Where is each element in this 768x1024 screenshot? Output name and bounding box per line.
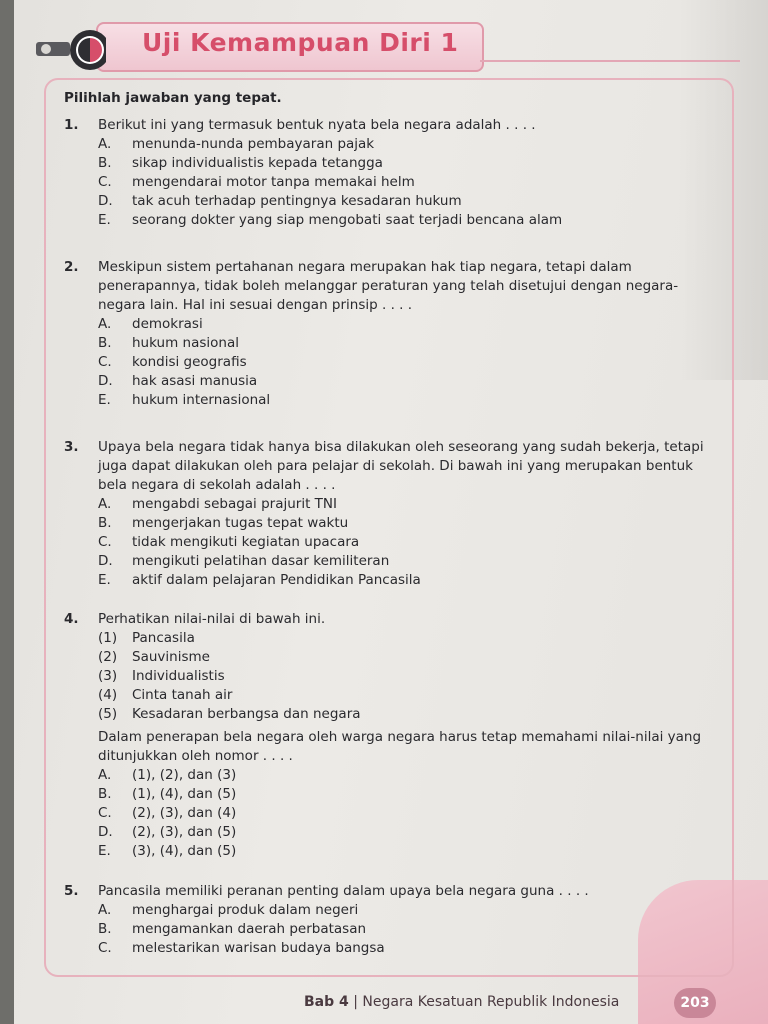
option-a[interactable]: A. menunda-nunda pembayaran pajak xyxy=(98,136,375,152)
gear-key-icon xyxy=(36,26,106,76)
option-a[interactable]: A. mengabdi sebagai prajurit TNI xyxy=(98,496,338,512)
section-header xyxy=(36,14,756,84)
footer-title: Negara Kesatuan Republik Indonesia xyxy=(362,994,620,1010)
footer-separator: | xyxy=(353,994,358,1010)
question-number: 3. xyxy=(64,439,79,455)
option-e[interactable]: E. (3), (4), dan (5) xyxy=(98,843,237,859)
value-item-2: (2) Sauvinisme xyxy=(98,649,210,665)
option-e[interactable]: E. seorang dokter yang siap mengobati saat terjadi bencana alam xyxy=(98,212,563,228)
option-b[interactable]: B. mengamankan daerah perbatasan xyxy=(98,921,367,937)
question-text: Upaya bela negara tidak hanya bisa dilakukan oleh seseorang yang sudah bekerja, tetapi juga dapat dilakukan oleh para pelajar di sekolah. Di bawah ini yang merupakan bentuk bela negara di sekolah adalah . . . . xyxy=(98,439,704,493)
option-c[interactable]: C. mengendarai motor tanpa memakai helm xyxy=(98,174,415,190)
question-prompt: Dalam penerapan bela negara oleh warga negara harus tetap memahami nilai-nilai yang ditunjukkan oleh nomor . . . . xyxy=(98,729,702,764)
option-a[interactable]: A. menghargai produk dalam negeri xyxy=(98,902,359,918)
header-divider xyxy=(480,60,740,62)
value-item-1: (1) Pancasila xyxy=(98,630,195,646)
value-item-5: (5) Kesadaran berbangsa dan negara xyxy=(98,706,361,722)
option-d[interactable]: D. hak asasi manusia xyxy=(98,373,258,389)
option-b[interactable]: B. (1), (4), dan (5) xyxy=(98,786,237,802)
book-page xyxy=(14,0,768,1024)
option-b[interactable]: B. hukum nasional xyxy=(98,335,239,351)
option-a[interactable]: A. demokrasi xyxy=(98,316,203,332)
option-c[interactable]: C. tidak mengikuti kegiatan upacara xyxy=(98,534,360,550)
option-d[interactable]: D. (2), (3), dan (5) xyxy=(98,824,237,840)
question-5 xyxy=(64,882,704,958)
question-text: Perhatikan nilai-nilai di bawah ini. xyxy=(98,611,326,627)
question-number: 1. xyxy=(64,117,79,133)
option-c[interactable]: C. kondisi geografis xyxy=(98,354,247,370)
instruction-text: Pilihlah jawaban yang tepat. xyxy=(64,90,282,106)
option-e[interactable]: E. aktif dalam pelajaran Pendidikan Pancasila xyxy=(98,572,421,588)
option-d[interactable]: D. mengikuti pelatihan dasar kemiliteran xyxy=(98,553,390,569)
option-e[interactable]: E. hukum internasional xyxy=(98,392,271,408)
value-item-4: (4) Cinta tanah air xyxy=(98,687,233,703)
section-title: Uji Kemampuan Diri 1 xyxy=(142,28,459,57)
option-a[interactable]: A. (1), (2), dan (3) xyxy=(98,767,237,783)
question-3 xyxy=(64,438,704,590)
value-item-3: (3) Individualistis xyxy=(98,668,225,684)
question-text: Berikut ini yang termasuk bentuk nyata bela negara adalah . . . . xyxy=(98,117,536,133)
question-4 xyxy=(64,610,704,861)
question-number: 5. xyxy=(64,883,79,899)
page-footer xyxy=(304,994,619,1010)
question-text: Pancasila memiliki peranan penting dalam upaya bela negara guna . . . . xyxy=(98,883,589,899)
question-text: Meskipun sistem pertahanan negara merupakan hak tiap negara, tetapi dalam penerapannya, tidak boleh melanggar peraturan yang telah disetujui dengan negara-negara lain. Hal ini sesuai dengan prinsip . . . . xyxy=(98,259,679,313)
question-1 xyxy=(64,116,704,230)
option-d[interactable]: D. tak acuh terhadap pentingnya kesadaran hukum xyxy=(98,193,462,209)
page-number-badge: 203 xyxy=(674,988,716,1018)
question-number: 2. xyxy=(64,259,79,275)
question-2 xyxy=(64,258,704,410)
option-c[interactable]: C. melestarikan warisan budaya bangsa xyxy=(98,940,385,956)
option-c[interactable]: C. (2), (3), dan (4) xyxy=(98,805,237,821)
question-number: 4. xyxy=(64,611,79,627)
footer-chapter: Bab 4 xyxy=(304,994,349,1010)
option-b[interactable]: B. mengerjakan tugas tepat waktu xyxy=(98,515,349,531)
option-b[interactable]: B. sikap individualistis kepada tetangga xyxy=(98,155,383,171)
